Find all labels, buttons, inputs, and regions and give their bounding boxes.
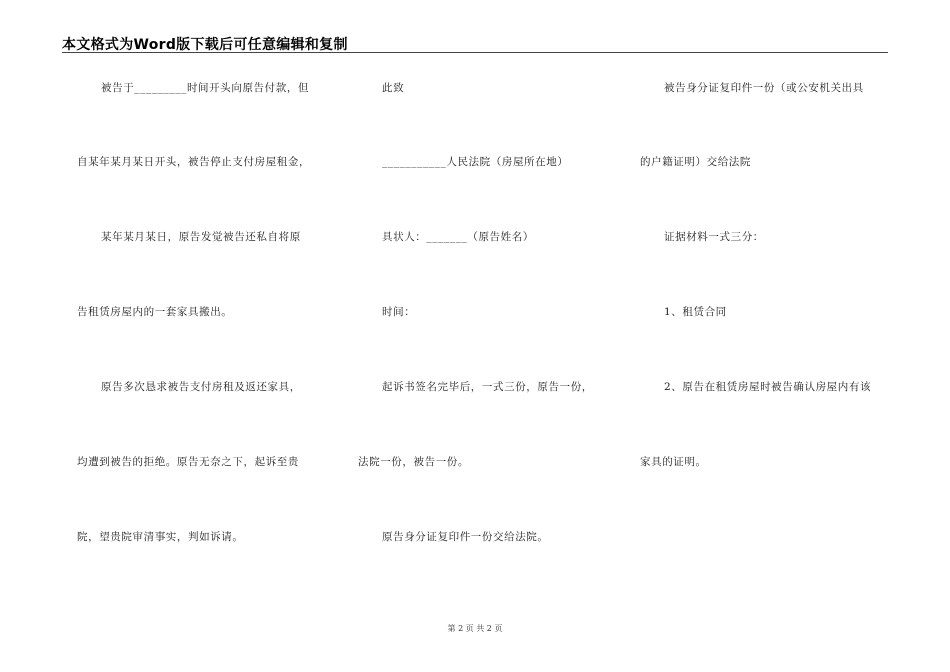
col2-line-7: 原告身分证复印件一份交给法院。 [382,531,549,543]
col1-line-2: 自某年某月某日开头，被告停止支付房屋租金， [77,156,311,168]
col3-line-1: 被告身分证复印件一份（或公安机关出具 [664,82,864,94]
col2-line-6: 法院一份，被告一份。 [358,456,469,468]
col3-line-2: 的户籍证明）交给法院 [640,156,751,168]
col1-line-5: 原告多次恳求被告支付房租及返还家具， [101,381,301,393]
col1-line-1: 被告于_________时间开头向原告付款，但 [101,82,310,94]
col2-line-4: 时间： [382,306,416,318]
col1-line-3: 某年某月某日，原告发觉被告还私自将原 [101,231,301,243]
document-header-title: 本文格式为Word版下载后可任意编辑和复制 [62,37,348,53]
col1-line-7: 院，望贵院审清事实，判如诉请。 [77,531,244,543]
col1-line-6: 均遭到被告的拒绝。原告无奈之下，起诉至贵 [77,456,299,468]
col3-line-6: 家具的证明。 [640,456,707,468]
header-divider [62,52,888,53]
col1-line-4: 告租赁房屋内的一套家具搬出。 [77,306,233,318]
col2-line-2: ___________人民法院（房屋所在地） [382,156,569,168]
col2-line-5: 起诉书签名完毕后，一式三份，原告一份， [382,381,593,393]
col2-line-3: 具状人：_______（原告姓名） [382,231,534,243]
col2-line-1: 此致 [382,82,405,94]
col3-line-3: 证据材料一式三分： [664,231,764,243]
col3-line-5: 2、原告在租赁房屋时被告确认房屋内有该 [664,381,872,393]
col3-line-4: 1、租赁合同 [664,306,727,318]
page-number-footer: 第 2 页 共 2 页 [447,624,503,633]
